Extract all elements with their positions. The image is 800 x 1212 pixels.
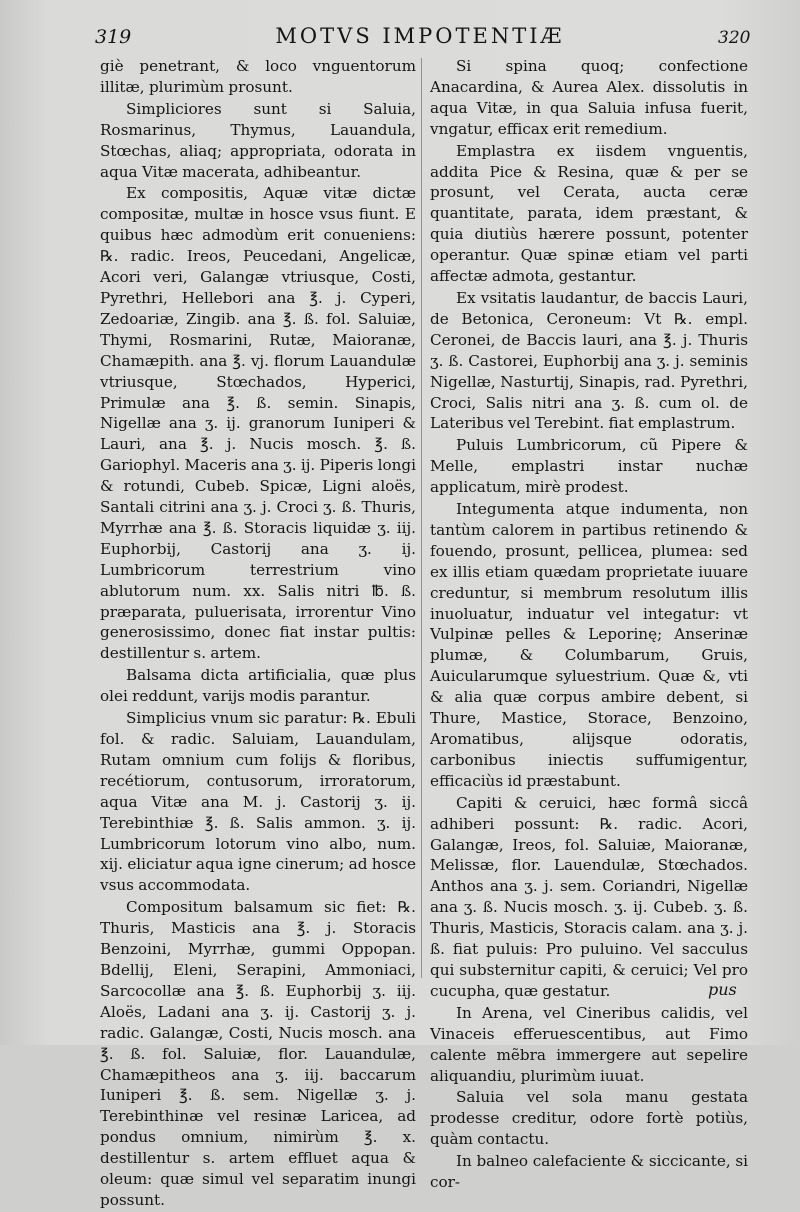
paragraph: Ex compositis, Aquæ vitæ dictæ compositæ, multæ in hosce vsus fiunt. E quibus hæc admodùm erit conueniens: ℞. radic. Ireos, Peucedani, Angelicæ, Acori veri, Galangæ vtriusque, Costi, Pyrethri, Hellebori ana ℥. j. Cyperi, Zedoariæ, Zingib. ana ℥. ß. fol. Saluiæ, Thymi, Rosmarini, Rutæ, Maioranæ, Chamæpith. ana ℥. vj. florum Lauandulæ vtriusque, Stœchados, Hyperici, Primulæ ana ℥. ß. semin. Sinapis, Nigellæ ana ʒ. ij. granorum Iuniperi & Lauri, ana ℥. j. Nucis mosch. ℥. ß. Gariophyl. Maceris ana ʒ. ij. Piperis longi & rotundi, Cubeb. Spicæ, Ligni aloës, Santali citrini ana ʒ. j. Croci ʒ. ß. Thuris, Myrrhæ ana ℥. ß. Storacis liquidæ ʒ. iij. Euphorbij, Castorij ana ʒ. ij. Lumbricorum terrestrium vino ablutorum num. xx. Salis nitri ℔. ß. præparata, puluerisata, irrorentur Vino generosissimo, donec fiat instar pultis: destillentur s. artem. bbox=[100, 184, 416, 663]
paragraph: Emplastra ex iisdem vnguentis, addita Pice & Resina, quæ & per se prosunt, vel Cerata, aucta ceræ quantitate, parata, idem præstant, & quia diutiùs hærere possunt, potenter operantur. Quæ spinæ etiam vel parti affectæ admota, gestantur. bbox=[430, 141, 748, 286]
paragraph: Puluis Lumbricorum, cũ Pipere & Melle, emplastri instar nuchæ applicatum, mirè prodest. bbox=[430, 436, 748, 497]
paragraph: Si spina quoq; confectione Anacardina, & Aurea Alex. dissolutis in aqua Vitæ, in qua Saluia infusa fuerit, vngatur, efficax erit remedium. bbox=[430, 57, 748, 138]
paragraph: Integumenta atque indumenta, non tantùm calorem in partibus retinendo & fouendo, prosunt, pellicea, plumea: sed ex illis etiam quædam proprietate iuuare creduntur, si membrum resolutum illis inuoluatur, induatur vel integatur: vt Vulpinæ pelles & Leporinę; Anserinæ plumæ, & Columbarum, Gruis, Auicularumque syluestrium. Quæ &, vti & alia quæ corpus ambire debent, si Thure, Mastice, Storace, Benzoino, Aromatibus, alijsque odoratis, carbonibus iniectis suffumigentur, efficaciùs id præstabunt. bbox=[430, 500, 748, 790]
paragraph: Capiti & ceruici, hæc formâ siccâ adhiberi possunt: ℞. radic. Acori, Galangæ, Ireos, fol. Saluiæ, Maioranæ, Melissæ, flor. Lauendulæ, Stœchados. Anthos ana ʒ. j. sem. Coriandri, Nigellæ ana ʒ. ß. Nucis mosch. ʒ. ij. Cubeb. ʒ. ß. Thuris, Masticis, Storacis calam. ana ʒ. j. ß. fiat puluis: Pro puluino. Vel sacculus qui substernitur capiti, & ceruici; Vel pro cucupha, quæ gestatur. bbox=[430, 793, 748, 1000]
paragraph: Ex vsitatis laudantur, de baccis Lauri, de Betonica, Ceroneum: Vt ℞. empl. Ceronei, de Baccis lauri, ana ℥. j. Thuris ʒ. ß. Castorei, Euphorbij ana ʒ. j. seminis Nigellæ, Nasturtij, Sinapis, rad. Pyrethri, Croci, Salis nitri ana ʒ. ß. cum ol. de Lateribus vel Terebint. fiat emplastrum. bbox=[430, 288, 748, 433]
page-number-right: 320 bbox=[718, 28, 751, 48]
page-number-left: 319 bbox=[95, 26, 132, 48]
paragraph: Simplicius vnum sic paratur: ℞. Ebuli fol. & radic. Saluiam, Lauandulam, Rutam omnium cum folijs & floribus, recétiorum, contusorum, irroratorum, aqua Vitæ ana M. j. Castorij ʒ. ij. Terebinthiæ ℥. ß. Salis ammon. ʒ. ij. Lumbricorum lotorum vino albo, num. xij. eliciatur aqua igne cinerum; ad hosce vsus accommodata. bbox=[100, 709, 416, 895]
running-title: MOTVS IMPOTENTIÆ bbox=[275, 24, 565, 48]
left-column bbox=[100, 56, 416, 1212]
paragraph: Balsama dicta artificialia, quæ plus olei reddunt, varijs modis parantur. bbox=[100, 666, 416, 706]
column-divider bbox=[421, 58, 422, 978]
paragraph: In balneo calefaciente & siccicante, si cor- bbox=[430, 1152, 748, 1192]
paragraph: In Arena, vel Cineribus calidis, vel Vinaceis efferuescentibus, aut Fimo calente mẽbra immergere aut sepelire aliquandiu, plurimùm iuuat. bbox=[430, 1003, 748, 1085]
paragraph: Simpliciores sunt si Saluia, Rosmarinus, Thymus, Lauandula, Stœchas, aliaq; appropriata, odorata in aqua Vitæ macerata, adhibeantur. bbox=[100, 99, 416, 181]
right-column bbox=[430, 56, 748, 1194]
paragraph: giè penetrant, & loco vnguentorum illitæ, plurimùm prosunt. bbox=[100, 57, 416, 96]
page-header bbox=[0, 22, 800, 52]
paragraph: Saluia vel sola manu gestata prodesse creditur, odore fortè potiùs, quàm contactu. bbox=[430, 1088, 748, 1149]
catchword: pus bbox=[708, 980, 737, 999]
paragraph: Compositum balsamum sic fiet: ℞. Thuris, Masticis ana ℥. j. Storacis Benzoini, Myrrhæ, gummi Oppopan. Bdellij, Eleni, Serapini, Ammoniaci, Sarcocollæ ana ℥. ß. Euphorbij ʒ. iij. Aloës, Ladani ana ʒ. ij. Castorij ʒ. j. radic. Galangæ, Costi, Nucis mosch. ana ℥. ß. fol. Saluiæ, flor. Lauandulæ, Chamæpitheos ana ʒ. iij. baccarum Iuniperi ℥. ß. sem. Nigellæ ʒ. j. Terebinthinæ vel resinæ Laricea, ad pondus omnium, nimirùm ℥. x. destillentur s. artem effluet aqua & oleum: quæ simul vel separatim inungi possunt. bbox=[100, 898, 416, 1209]
